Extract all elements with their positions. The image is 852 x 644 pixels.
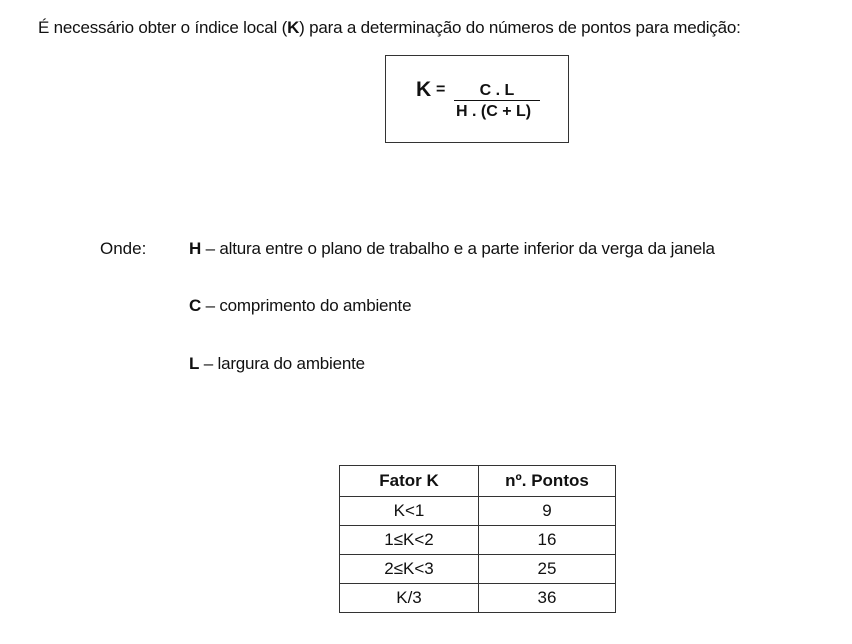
definition-symbol: H	[189, 239, 202, 258]
definition-symbol: C	[189, 296, 202, 315]
cell-pontos: 9	[479, 497, 616, 526]
table-row	[340, 497, 616, 526]
formula-box	[385, 55, 569, 143]
column-header-fator-k: Fator K	[340, 466, 479, 497]
table-row	[340, 526, 616, 555]
intro-text-before: É necessário obter o índice local (	[38, 18, 288, 37]
intro-text-bold: K	[287, 18, 300, 37]
cell-pontos: 16	[479, 526, 616, 555]
table-row	[340, 584, 616, 613]
formula-denominator: H . (C + L)	[456, 103, 532, 120]
cell-fator-k: K/3	[340, 584, 479, 613]
table-row	[340, 555, 616, 584]
cell-fator-k: 2≤K<3	[340, 555, 479, 584]
formula-equals: =	[436, 81, 446, 98]
cell-pontos: 36	[479, 584, 616, 613]
definition-h	[189, 239, 715, 259]
definition-symbol: L	[189, 354, 200, 373]
intro-paragraph	[38, 18, 741, 38]
definition-text: – altura entre o plano de trabalho e a parte inferior da verga da janela	[201, 239, 715, 258]
definition-text: – comprimento do ambiente	[201, 296, 412, 315]
cell-fator-k: 1≤K<2	[340, 526, 479, 555]
formula-lhs: K	[416, 78, 432, 101]
cell-fator-k: K<1	[340, 497, 479, 526]
table-header-row	[340, 466, 616, 497]
cell-pontos: 25	[479, 555, 616, 584]
intro-text-after: ) para a determinação do números de pontos para medição:	[299, 18, 741, 37]
definition-text: – largura do ambiente	[199, 354, 365, 373]
k-factor-table	[339, 465, 616, 613]
definition-l	[189, 354, 365, 374]
formula-numerator: C . L	[454, 82, 540, 101]
definition-c	[189, 296, 411, 316]
where-label: Onde:	[100, 239, 147, 258]
column-header-pontos: nº. Pontos	[479, 466, 616, 497]
